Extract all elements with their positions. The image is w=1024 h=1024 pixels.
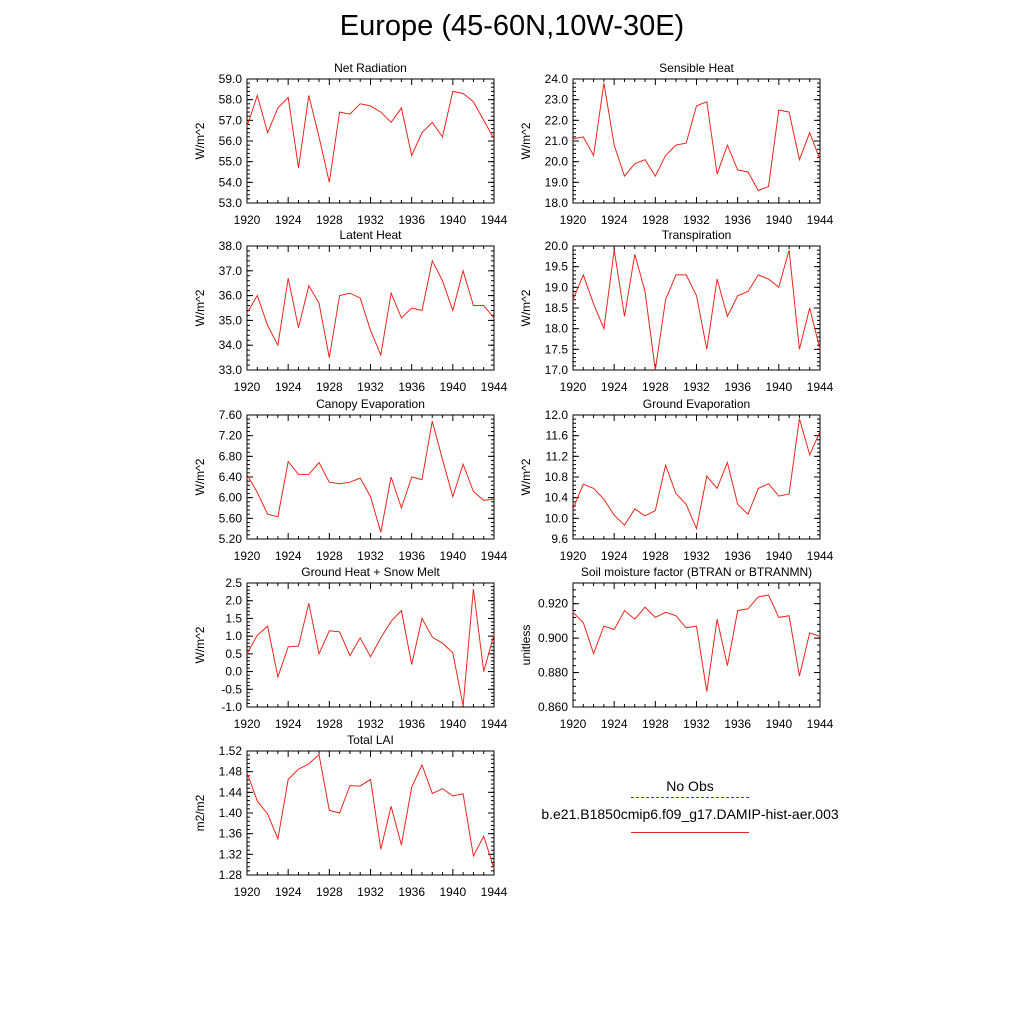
panel-9-ylabel: m2/m2	[193, 794, 207, 832]
panel-1-ytick-label: 55.0	[218, 154, 242, 169]
panel-9-xtick-label: 1924	[274, 885, 302, 899]
panel-1-series-line-1	[247, 91, 494, 182]
panel-7-ytick-label: -0.5	[221, 682, 242, 697]
panel-6-frame	[573, 415, 820, 539]
panel-2-ytick-label: 18.0	[544, 196, 568, 210]
panel-1-ylabel: W/m^2	[193, 122, 207, 160]
panel-2-xtick-label: 1924	[600, 213, 628, 227]
panel-9-xtick-label: 1940	[439, 885, 467, 899]
panel-8-ytick-label: 0.900	[537, 631, 568, 646]
panel-6-ylabel: W/m^2	[519, 458, 533, 496]
panel-3-ytick-label: 38.0	[218, 239, 242, 253]
panel-7-ytick-label: 1.0	[225, 629, 242, 644]
panel-1-ytick-label: 59.0	[218, 72, 242, 86]
panel-9-xtick-label: 1920	[233, 885, 261, 899]
panel-6-ytick-label: 12.0	[544, 408, 568, 422]
panel-5-ytick-label: 5.60	[218, 511, 242, 526]
panel-7-ytick-label: -1.0	[221, 700, 242, 714]
panel-6-xtick-label: 1936	[724, 549, 752, 563]
panel-9-ytick-label: 1.28	[218, 868, 242, 882]
panel-3-xtick-label: 1940	[439, 380, 467, 394]
panel-1-xtick-label: 1924	[274, 213, 302, 227]
panel-5-series-line-1	[247, 421, 494, 532]
panel-7-ylabel: W/m^2	[193, 626, 207, 664]
panel-8-xtick-label: 1936	[724, 717, 752, 731]
panel-4-ytick-label: 17.5	[544, 342, 568, 357]
panel-2-title: Sensible Heat	[659, 61, 734, 75]
panel-1-xtick-label: 1944	[480, 213, 508, 227]
panel-5-ytick-label: 7.20	[218, 428, 242, 443]
panel-1-xtick-label: 1936	[398, 213, 426, 227]
panel-5-ytick-label: 6.80	[218, 449, 242, 464]
panel-9-series-line-1	[247, 755, 494, 869]
panel-3-series-line-1	[247, 261, 494, 358]
panel-8-ytick-label: 0.860	[537, 700, 568, 714]
panel-2-xtick-label: 1944	[806, 213, 834, 227]
panel-6-ytick-label: 10.0	[544, 511, 568, 526]
panel-8-xtick-label: 1920	[559, 717, 587, 731]
panel-9-title: Total LAI	[347, 733, 394, 747]
panel-9-ytick-label: 1.44	[218, 785, 242, 800]
panel-5-xtick-label: 1936	[398, 549, 426, 563]
panel-3-ytick-label: 33.0	[218, 363, 242, 377]
panel-6-series-line-1	[573, 419, 820, 529]
panel-3-xtick-label: 1920	[233, 380, 261, 394]
panel-4-xtick-label: 1940	[765, 380, 793, 394]
panel-2-ytick-label: 22.0	[544, 113, 568, 128]
panel-2-series-line-1	[573, 83, 820, 191]
panel-1-xtick-label: 1940	[439, 213, 467, 227]
panel-4-ytick-label: 19.0	[544, 280, 568, 295]
panel-7-xtick-label: 1928	[315, 717, 343, 731]
panel-6-xtick-label: 1928	[641, 549, 669, 563]
panel-3-ytick-label: 36.0	[218, 288, 242, 303]
panel-2-xtick-label: 1928	[641, 213, 669, 227]
panel-8-ytick-label: 0.880	[537, 665, 568, 680]
panel-3-xtick-label: 1924	[274, 380, 302, 394]
panel-9-xtick-label: 1928	[315, 885, 343, 899]
panel-5-ytick-label: 6.40	[218, 470, 242, 484]
panel-2-ytick-label: 21.0	[544, 134, 568, 148]
panel-8-xtick-label: 1924	[600, 717, 628, 731]
panel-5-xtick-label: 1928	[315, 549, 343, 563]
panel-6-title: Ground Evaporation	[642, 397, 751, 411]
panel-9-xtick-label: 1944	[480, 885, 508, 899]
panel-2-xtick-label: 1932	[683, 213, 710, 227]
panel-4-ytick-label: 20.0	[544, 239, 568, 253]
panel-6-ytick-label: 9.6	[551, 532, 568, 546]
panel-8-xtick-label: 1940	[765, 717, 793, 731]
panel-3-ytick-label: 35.0	[218, 313, 242, 328]
panel-6-xtick-label: 1924	[600, 549, 628, 563]
panel-7-ytick-label: 0.5	[225, 646, 242, 661]
panel-7-frame	[247, 583, 494, 707]
panel-8-frame	[573, 583, 820, 707]
panel-8-ytick-label: 0.920	[537, 596, 568, 611]
panel-2-xtick-label: 1920	[559, 213, 587, 227]
panel-7-ytick-label: 2.0	[225, 593, 242, 608]
panel-2-ytick-label: 20.0	[544, 154, 568, 169]
panel-8-xtick-label: 1944	[806, 717, 834, 731]
panel-4-ytick-label: 18.5	[544, 301, 568, 315]
panel-8-title: Soil moisture factor (BTRAN or BTRANMN)	[580, 565, 813, 579]
panel-3-xtick-label: 1944	[480, 380, 508, 394]
panel-1-ytick-label: 54.0	[218, 175, 242, 190]
panel-7-ytick-label: 2.5	[225, 576, 242, 590]
panel-8-series-line-1	[573, 595, 820, 691]
panel-1-ytick-label: 56.0	[218, 134, 242, 148]
panel-3-ytick-label: 37.0	[218, 263, 242, 278]
panel-5-ytick-label: 7.60	[218, 408, 242, 422]
panel-4-title: Transpiration	[661, 228, 732, 242]
panel-2-frame	[573, 79, 820, 203]
panel-2-ytick-label: 19.0	[544, 175, 568, 190]
legend	[520, 776, 860, 833]
panel-7-xtick-label: 1924	[274, 717, 302, 731]
panel-9-ytick-label: 1.36	[218, 826, 242, 841]
panel-5-frame	[247, 415, 494, 539]
panel-1-xtick-label: 1920	[233, 213, 261, 227]
legend-model-line	[631, 832, 749, 833]
panel-5-xtick-label: 1944	[480, 549, 508, 563]
panel-4-ytick-label: 17.0	[544, 363, 568, 377]
panel-4-xtick-label: 1936	[724, 380, 752, 394]
panel-9-ytick-label: 1.32	[218, 847, 242, 862]
panel-4-xtick-label: 1932	[683, 380, 710, 394]
panel-5-xtick-label: 1920	[233, 549, 261, 563]
panel-1-frame	[247, 79, 494, 203]
panel-4-ylabel: W/m^2	[519, 289, 533, 327]
legend-model-label: b.e21.B1850cmip6.f09_g17.DAMIP-hist-aer.003	[541, 806, 839, 822]
panel-6-ytick-label: 10.8	[544, 470, 568, 484]
panel-1-title: Net Radiation	[334, 61, 407, 75]
panel-8-xtick-label: 1932	[683, 717, 710, 731]
panel-2-ylabel: W/m^2	[519, 122, 533, 160]
panel-6-ytick-label: 10.4	[544, 490, 568, 505]
panel-3-ylabel: W/m^2	[193, 289, 207, 327]
panel-4-xtick-label: 1920	[559, 380, 587, 394]
panel-1-xtick-label: 1932	[357, 213, 384, 227]
panel-9-ytick-label: 1.52	[218, 744, 242, 758]
panel-3-xtick-label: 1936	[398, 380, 426, 394]
panel-9-ytick-label: 1.48	[218, 764, 242, 779]
panel-6-xtick-label: 1932	[683, 549, 710, 563]
panel-9-ytick-label: 1.40	[218, 806, 242, 820]
panel-4-xtick-label: 1924	[600, 380, 628, 394]
panel-2-ytick-label: 24.0	[544, 72, 568, 86]
panel-8-xtick-label: 1928	[641, 717, 669, 731]
panel-4-frame	[573, 246, 820, 370]
panel-1-ytick-label: 53.0	[218, 196, 242, 210]
panel-1-xtick-label: 1928	[315, 213, 343, 227]
panel-7-series-line-1	[247, 589, 494, 706]
panel-2-ytick-label: 23.0	[544, 92, 568, 107]
panel-7-title: Ground Heat + Snow Melt	[301, 565, 440, 579]
panel-7-xtick-label: 1940	[439, 717, 467, 731]
panel-6-ytick-label: 11.6	[545, 428, 568, 443]
panel-5-xtick-label: 1924	[274, 549, 302, 563]
panel-5-title: Canopy Evaporation	[316, 397, 425, 411]
panel-6-xtick-label: 1940	[765, 549, 793, 563]
panel-5-xtick-label: 1940	[439, 549, 467, 563]
panel-9-xtick-label: 1936	[398, 885, 426, 899]
panel-1-ytick-label: 57.0	[218, 113, 242, 128]
panel-1-ytick-label: 58.0	[218, 92, 242, 107]
panel-4-xtick-label: 1944	[806, 380, 834, 394]
panel-7-ytick-label: 0.0	[225, 664, 242, 679]
panel-6-ytick-label: 11.2	[545, 449, 568, 464]
panel-3-ytick-label: 34.0	[218, 338, 242, 353]
panel-6-xtick-label: 1920	[559, 549, 587, 563]
panel-4-xtick-label: 1928	[641, 380, 669, 394]
page-title: Europe (45-60N,10W-30E)	[339, 10, 685, 42]
panel-4-ytick-label: 18.0	[544, 321, 568, 336]
panel-2-xtick-label: 1936	[724, 213, 752, 227]
panel-7-xtick-label: 1944	[480, 717, 508, 731]
panel-6-xtick-label: 1944	[806, 549, 834, 563]
panel-5-ylabel: W/m^2	[193, 458, 207, 496]
panel-7-xtick-label: 1936	[398, 717, 426, 731]
panel-3-xtick-label: 1928	[315, 380, 343, 394]
panel-8-ylabel: unitless	[519, 624, 533, 666]
panel-4-series-line-1	[573, 250, 820, 370]
panel-5-xtick-label: 1932	[357, 549, 384, 563]
panel-5-ytick-label: 5.20	[218, 532, 242, 546]
panel-7-xtick-label: 1932	[357, 717, 384, 731]
panel-9-xtick-label: 1932	[357, 885, 384, 899]
legend-obs-line	[631, 797, 749, 798]
panel-3-title: Latent Heat	[339, 228, 402, 242]
panel-7-xtick-label: 1920	[233, 717, 261, 731]
panel-3-xtick-label: 1932	[357, 380, 384, 394]
legend-obs-label: No Obs	[666, 778, 714, 794]
panel-5-ytick-label: 6.00	[218, 490, 242, 505]
panel-4-ytick-label: 19.5	[544, 259, 568, 274]
panel-9-frame	[247, 751, 494, 875]
panel-7-ytick-label: 1.5	[225, 611, 242, 626]
panel-2-xtick-label: 1940	[765, 213, 793, 227]
